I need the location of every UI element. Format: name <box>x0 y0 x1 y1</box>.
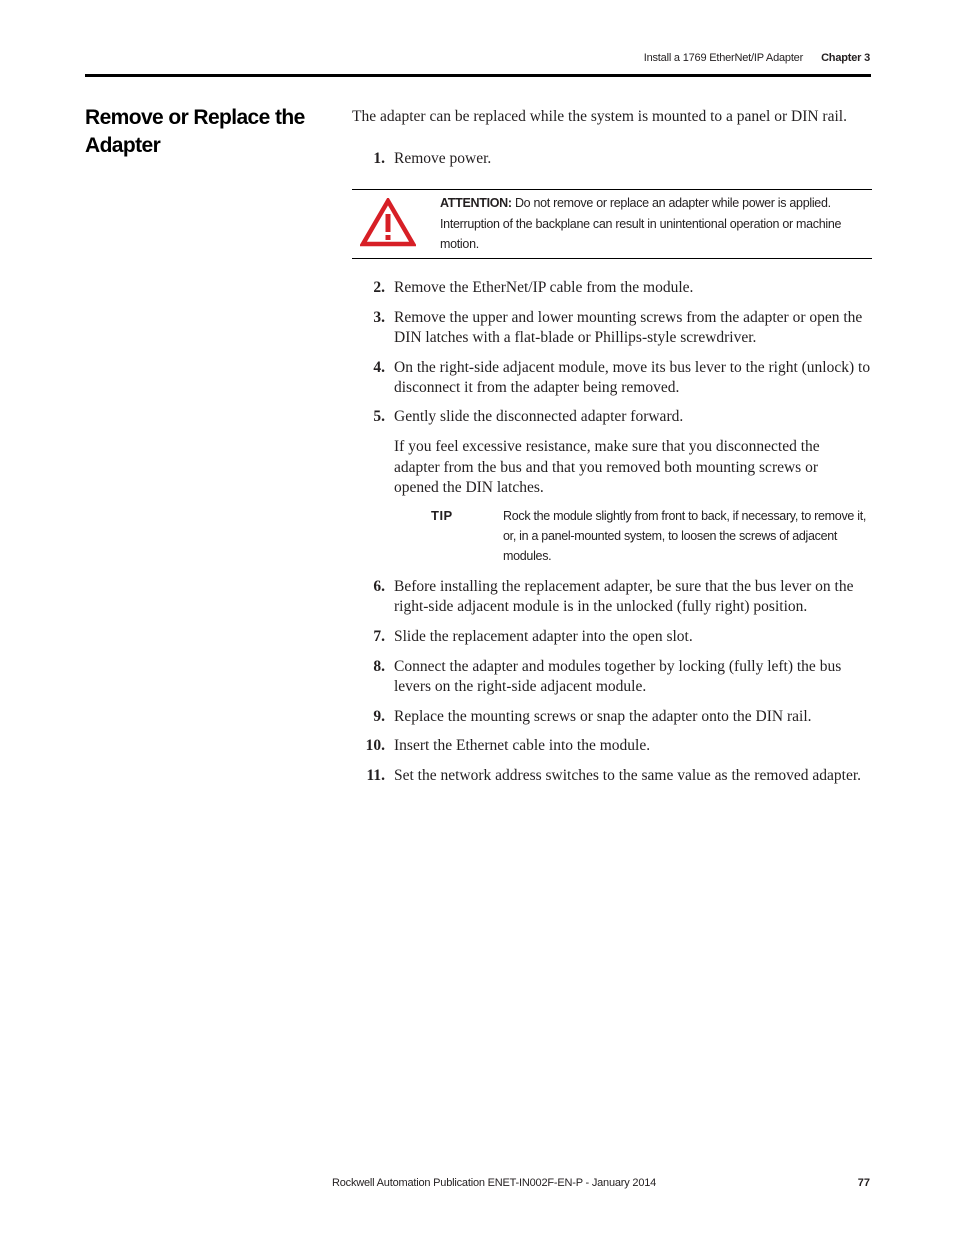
step-item <box>352 766 874 786</box>
step-text: Remove the upper and lower mounting screws from the adapter or open the DIN latches with a flat-blade or Phillips-style screwdriver. <box>394 309 863 346</box>
running-header <box>644 52 870 64</box>
step-number: 9. <box>373 708 385 725</box>
step5-note: If you feel excessive resistance, make sure that you disconnected the adapter from the bus and that you removed both mounting screws or opened the DIN latches. <box>394 438 820 496</box>
step-text: Slide the replacement adapter into the open slot. <box>394 628 693 645</box>
step-text: On the right-side adjacent module, move its bus lever to the right (unlock) to disconnect it from the adapter being removed. <box>394 359 871 396</box>
step-item <box>352 657 874 697</box>
step-item <box>352 736 874 756</box>
step-item <box>352 278 874 298</box>
tip-text: Rock the module slightly from front to back, if necessary, to remove it, or, in a panel-mounted system, to loosen the screws of adjacent modules. <box>503 509 867 563</box>
attention-label: ATTENTION: <box>440 196 512 210</box>
step-text: Before installing the replacement adapter, be sure that the bus lever on the right-side adjacent module is in the unlocked (fully right) position. <box>394 578 854 615</box>
step-text: Set the network address switches to the same value as the removed adapter. <box>394 767 862 784</box>
attention-box <box>352 189 872 259</box>
footer-publication: Rockwell Automation Publication ENET-IN002F-EN-P - January 2014 <box>332 1177 657 1189</box>
header-rule <box>85 74 871 77</box>
step-number: 10. <box>365 737 385 754</box>
step-item <box>352 627 874 647</box>
section-title: Remove or Replace the Adapter <box>85 106 305 157</box>
warning-triangle-icon <box>360 198 416 248</box>
page-number: 77 <box>857 1177 870 1189</box>
step-item <box>352 707 874 727</box>
step-text: Insert the Ethernet cable into the module. <box>394 737 651 754</box>
attention-text <box>440 193 870 255</box>
step-item <box>352 407 874 427</box>
step-number: 7. <box>373 628 385 645</box>
step-item <box>352 358 874 398</box>
step-number: 2. <box>373 279 385 296</box>
step-item <box>352 577 874 617</box>
step-number: 6. <box>373 578 385 595</box>
step-number: 1. <box>373 150 385 167</box>
step-number: 4. <box>373 359 385 376</box>
step-number: 5. <box>373 408 385 425</box>
step-text: Connect the adapter and modules together by locking (fully left) the bus levers on the right-side adjacent module. <box>394 658 842 695</box>
header-chapter: Chapter 3 <box>821 52 870 64</box>
step-text: Replace the mounting screws or snap the adapter onto the DIN rail. <box>394 708 812 725</box>
header-section: Install a 1769 EtherNet/IP Adapter <box>643 52 804 64</box>
step-item <box>352 308 874 348</box>
step-number: 11. <box>366 767 385 784</box>
step-text: Remove power. <box>394 150 492 167</box>
step-text: Remove the EtherNet/IP cable from the module. <box>394 279 694 296</box>
attention-body: Do not remove or replace an adapter while power is applied. Interruption of the backplane can result in unintentional operation or machine motion. <box>440 196 842 251</box>
step-number: 3. <box>373 309 385 326</box>
intro-paragraph: The adapter can be replaced while the system is mounted to a panel or DIN rail. <box>352 108 847 125</box>
step-item <box>352 149 874 169</box>
step-text: Gently slide the disconnected adapter forward. <box>394 408 684 425</box>
step-number: 8. <box>373 658 385 675</box>
tip-label: TIP <box>431 508 453 523</box>
